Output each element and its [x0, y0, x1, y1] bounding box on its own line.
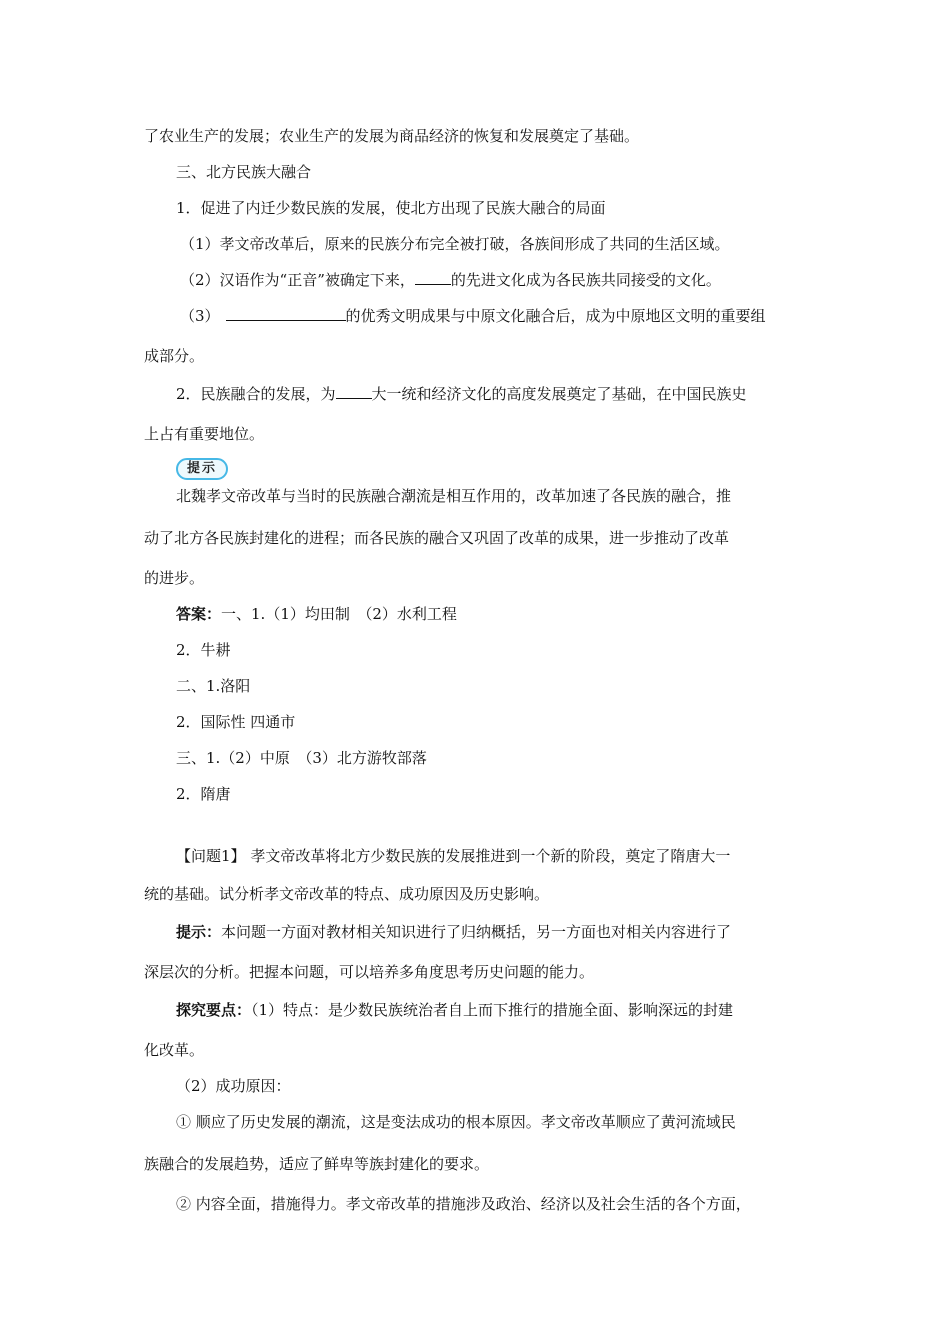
- reason-item: ② 内容全面，措施得力。孝文帝改革的措施涉及政治、经济以及社会生活的各个方面，: [176, 1195, 751, 1213]
- paragraph-line: 上占有重要地位。: [144, 425, 265, 443]
- list-item: 1．促进了内迁少数民族的发展，使北方出现了民族大融合的局面: [176, 199, 606, 217]
- explore-text: （1）特点：是少数民族统治者自上而下推行的措施全面、影响深远的封建: [251, 1001, 734, 1019]
- explore-label: 探究要点：: [176, 1001, 252, 1019]
- fill-blank[interactable]: [415, 270, 451, 285]
- paragraph-line: 成部分。: [144, 347, 205, 365]
- paragraph-line: 了农业生产的发展；农业生产的发展为商品经济的恢复和发展奠定了基础。: [144, 127, 640, 145]
- answer-label: 答案：: [176, 605, 222, 623]
- text-segment: （2）汉语作为“正音”被确定下来，: [180, 271, 415, 289]
- section-heading: 三、北方民族大融合: [176, 163, 312, 181]
- tip-line: [176, 922, 731, 942]
- list-item: [180, 306, 766, 326]
- answer-line: 2．牛耕: [176, 641, 231, 659]
- question-line: [176, 846, 730, 866]
- answer-line: 2．国际性 四通市: [176, 713, 296, 731]
- hint-text: 北魏孝文帝改革与当时的民族融合潮流是相互作用的，改革加速了各民族的融合，推: [176, 487, 732, 505]
- text-segment: （3）: [180, 307, 220, 325]
- hint-badge: 提示: [176, 458, 228, 480]
- answer-line: [176, 604, 457, 624]
- list-item: （1）孝文帝改革后，原来的民族分布完全被打破，各族间形成了共同的生活区域。: [180, 235, 730, 253]
- fill-blank[interactable]: [226, 306, 346, 321]
- tip-line: 深层次的分析。把握本问题，可以培养多角度思考历史问题的能力。: [144, 963, 595, 981]
- answer-text: 一、1.（1）均田制 （2）水利工程: [221, 605, 457, 623]
- reason-item: 族融合的发展趋势，适应了鲜卑等族封建化的要求。: [144, 1155, 490, 1173]
- answer-line: 二、1.洛阳: [176, 677, 251, 695]
- reason-item: ① 顺应了历史发展的潮流，这是变法成功的根本原因。孝文帝改革顺应了黄河流域民: [176, 1113, 736, 1131]
- list-item: [180, 270, 721, 290]
- question-line: 统的基础。试分析孝文帝改革的特点、成功原因及历史影响。: [144, 885, 550, 903]
- answer-line: 三、1.（2）中原 （3）北方游牧部落: [176, 749, 427, 767]
- text-segment: 的优秀文明成果与中原文化融合后，成为中原地区文明的重要组: [345, 307, 766, 325]
- hint-text: 的进步。: [144, 569, 205, 587]
- explore-line: 化改革。: [144, 1041, 205, 1059]
- list-item: [176, 384, 747, 404]
- answer-line: 2．隋唐: [176, 785, 231, 803]
- question-label: 【问题1】: [176, 847, 246, 865]
- tip-text: 本问题一方面对教材相关知识进行了归纳概括，另一方面也对相关内容进行了: [221, 923, 732, 941]
- text-segment: 的先进文化成为各民族共同接受的文化。: [450, 271, 721, 289]
- reason-heading: （2）成功原因：: [176, 1077, 291, 1095]
- question-text: 孝文帝改革将北方少数民族的发展推进到一个新的阶段，奠定了隋唐大一: [245, 847, 731, 865]
- text-segment: 大一统和经济文化的高度发展奠定了基础，在中国民族史: [371, 385, 747, 403]
- hint-text: 动了北方各民族封建化的进程；而各民族的融合又巩固了改革的成果，进一步推动了改革: [144, 529, 730, 547]
- tip-label: 提示：: [176, 923, 222, 941]
- text-segment: 2．民族融合的发展，为: [176, 385, 336, 403]
- explore-line: [176, 1000, 733, 1020]
- fill-blank[interactable]: [336, 384, 372, 399]
